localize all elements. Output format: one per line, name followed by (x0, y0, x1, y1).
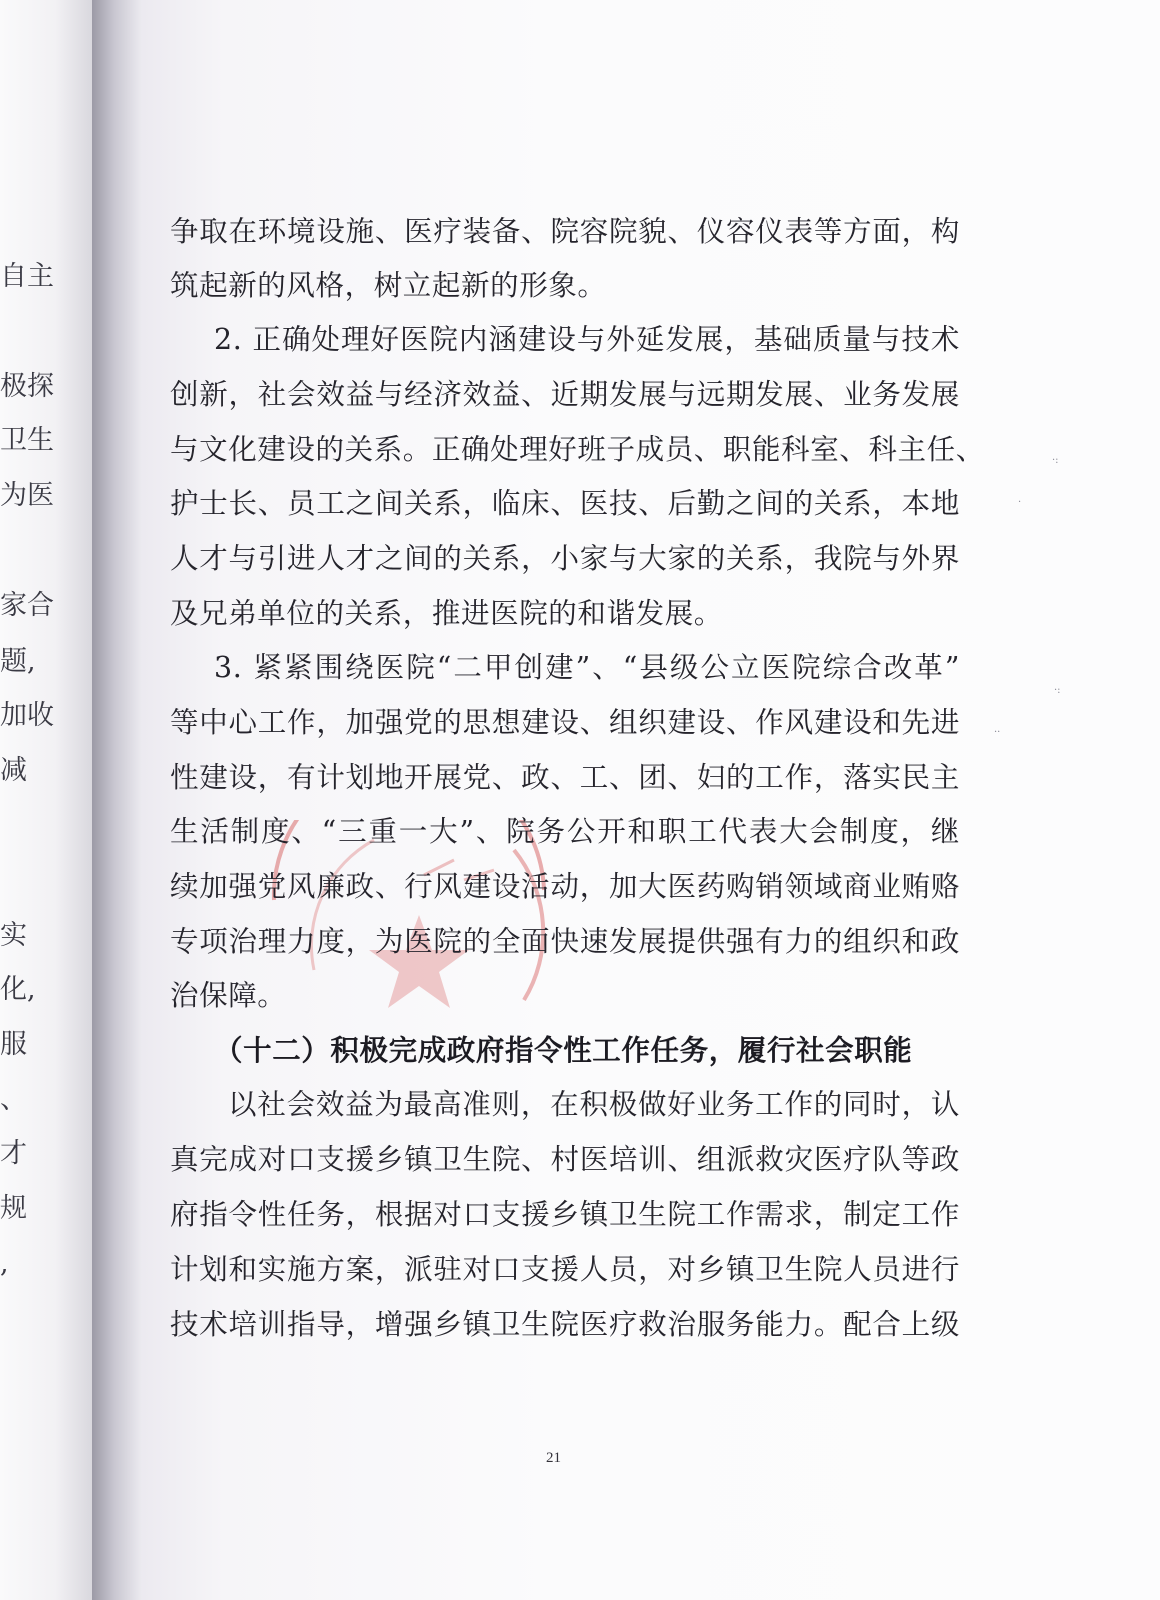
previous-page-fragment: , (0, 1248, 9, 1279)
previous-page-fragment: 实 (0, 920, 27, 951)
body-text-line: 府指令性任务，根据对口支援乡镇卫生院工作需求，制定工作 (170, 1198, 960, 1231)
previous-page-fragment: 服 (0, 1029, 27, 1060)
body-text-line: 以社会效益为最高准则，在积极做好业务工作的同时，认 (228, 1088, 960, 1121)
previous-page-fragment: 极探 (0, 371, 54, 402)
body-text-line: 护士长、员工之间关系，临床、医技、后勤之间的关系，本地 (170, 487, 960, 520)
previous-page-fragment: 家合 (0, 590, 54, 621)
section-heading: （十二）积极完成政府指令性工作任务，履行社会职能 (214, 1033, 913, 1067)
body-text-line: 生活制度、“三重一大”、院务公开和职工代表大会制度，继 (170, 815, 960, 848)
previous-page-fragment: 才 (0, 1138, 27, 1169)
scan-speck: ·· (994, 727, 1001, 738)
body-text-line: 计划和实施方案，派驻对口支援人员，对乡镇卫生院人员进行 (170, 1253, 960, 1286)
previous-page-fragment: 加收 (0, 700, 54, 731)
body-text-line: 等中心工作，加强党的思想建设、组织建设、作风建设和先进 (170, 706, 960, 739)
body-text-line: 2. 正确处理好医院内涵建设与外延发展，基础质量与技术 (214, 323, 960, 356)
body-text-line: 专项治理力度，为医院的全面快速发展提供强有力的组织和政 (170, 925, 960, 958)
previous-page-fragment: 减 (0, 755, 27, 786)
body-text-line: 3. 紧紧围绕医院“二甲创建”、“县级公立医院综合改革” (214, 651, 960, 684)
body-text-line: 及兄弟单位的关系，推进医院的和谐发展。 (170, 597, 723, 630)
body-text-line: 与文化建设的关系。正确处理好班子成员、职能科室、科主任、 (170, 433, 985, 466)
previous-page-fragment: 、 (0, 1084, 27, 1115)
body-text-line: 筑起新的风格，树立起新的形象。 (170, 269, 607, 302)
document-page (142, 0, 1160, 1600)
scan-speck: ·: (1054, 685, 1061, 696)
scan-speck: ·: (1052, 455, 1059, 466)
previous-page-strip (0, 0, 92, 1600)
body-text-line: 人才与引进人才之间的关系，小家与大家的关系，我院与外界 (170, 542, 960, 575)
previous-page-fragment: 卫生 (0, 425, 54, 456)
previous-page-fragment: 自主 (0, 261, 54, 292)
body-text-line: 技术培训指导，增强乡镇卫生院医疗救治服务能力。配合上级 (170, 1308, 960, 1341)
scan-speck: · (1018, 497, 1022, 508)
body-text-line: 真完成对口支援乡镇卫生院、村医培训、组派救灾医疗队等政 (170, 1143, 960, 1176)
body-text-line: 争取在环境设施、医疗装备、院容院貌、仪容仪表等方面，构 (170, 215, 960, 248)
page-number: 21 (546, 1450, 561, 1466)
previous-page-fragment: 为医 (0, 480, 54, 511)
body-text-line: 续加强党风廉政、行风建设活动，加大医药购销领域商业贿赂 (170, 870, 960, 903)
binding-gutter (92, 0, 142, 1600)
body-text-line: 治保障。 (170, 979, 287, 1012)
previous-page-fragment: 规 (0, 1193, 27, 1224)
previous-page-fragment: 题, (0, 646, 36, 677)
body-text-line: 创新，社会效益与经济效益、近期发展与远期发展、业务发展 (170, 378, 960, 411)
previous-page-fragment: 化, (0, 974, 36, 1005)
body-text-line: 性建设，有计划地开展党、政、工、团、妇的工作，落实民主 (170, 761, 960, 794)
